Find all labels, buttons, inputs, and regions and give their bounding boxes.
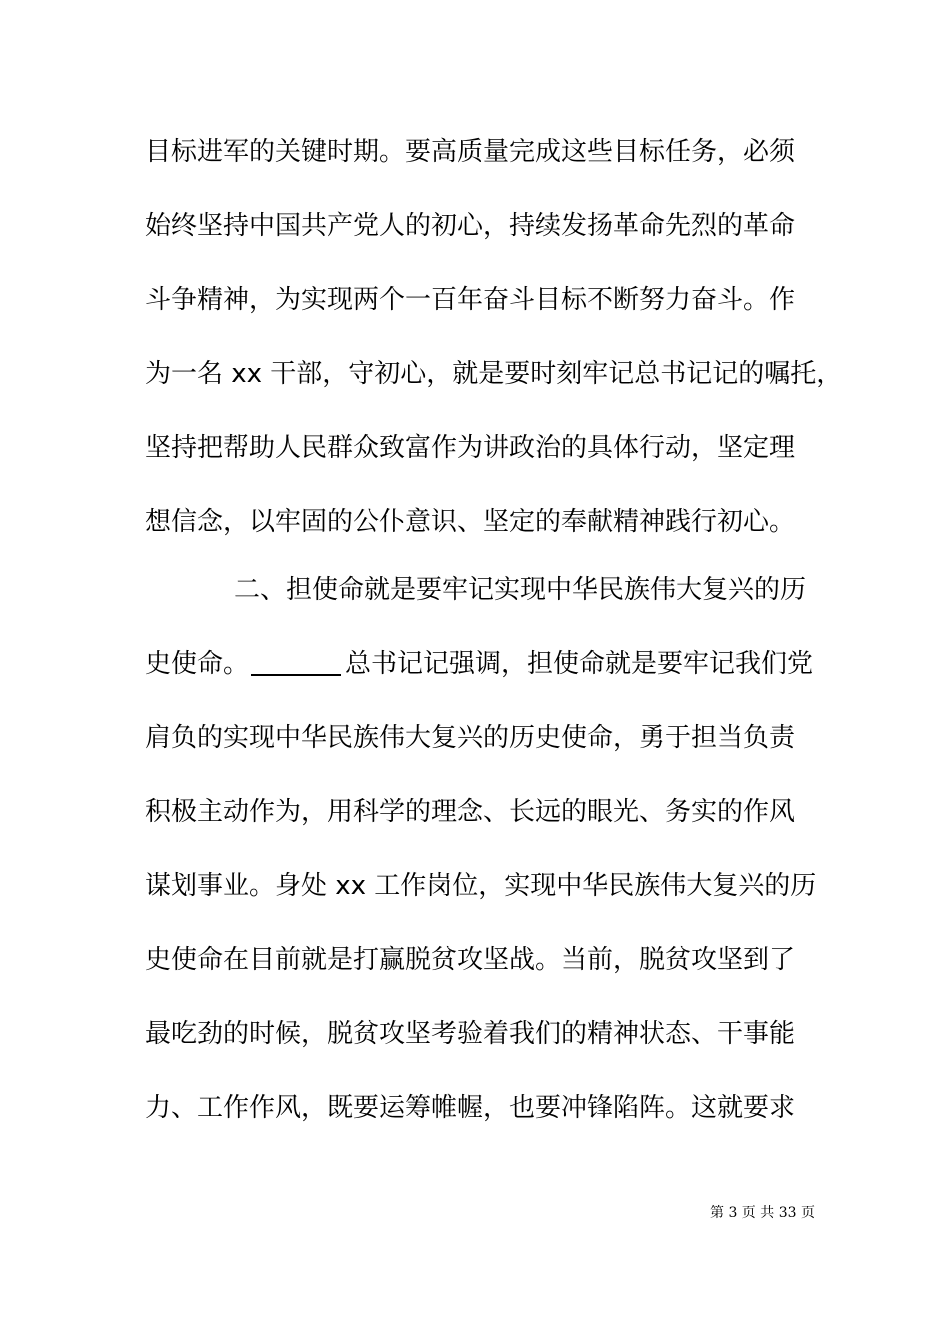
body-text-line: 目标进军的关键时期。要高质量完成这些目标任务，必须 — [145, 137, 796, 167]
body-text-line: 为一名 xx 干部，守初心，就是要时刻牢记总书记记的嘱托， — [145, 359, 843, 389]
redacted-blank — [251, 674, 341, 676]
line-text-after-blank: 总书记记强调，担使命就是要牢记我们党 — [345, 649, 814, 679]
section-heading-line: 二、担使命就是要牢记实现中华民族伟大复兴的历 — [234, 575, 807, 605]
body-text-line: 始终坚持中国共产党人的初心，持续发扬革命先烈的革命 — [145, 211, 796, 241]
body-text-line: 坚持把帮助人民群众致富作为讲政治的具体行动，坚定理 — [145, 433, 796, 463]
body-text-line: 斗争精神，为实现两个一百年奋斗目标不断努力奋斗。作 — [145, 285, 796, 315]
body-text-line: 史使命在目前就是打赢脱贫攻坚战。当前，脱贫攻坚到了 — [145, 945, 796, 975]
body-text-line: 想信念，以牢固的公仆意识、坚定的奉献精神践行初心。 — [145, 507, 796, 537]
body-text-line: 力、工作作风，既要运筹帷幄，也要冲锋陷阵。这就要求 — [145, 1093, 796, 1123]
page-number-footer: 第 3 页 共 33 页 — [710, 1205, 815, 1221]
body-text-line: 积极主动作为，用科学的理念、长远的眼光、务实的作风 — [145, 797, 796, 827]
body-text-line: 肩负的实现中华民族伟大复兴的历史使命，勇于担当负责 — [145, 723, 796, 753]
body-text-line: 谋划事业。身处 xx 工作岗位，实现中华民族伟大复兴的历 — [145, 871, 817, 901]
body-text-line: 最吃劲的时候，脱贫攻坚考验着我们的精神状态、干事能 — [145, 1019, 796, 1049]
line-text-before-blank: 史使命。 — [145, 649, 250, 679]
body-text-line — [145, 648, 813, 680]
